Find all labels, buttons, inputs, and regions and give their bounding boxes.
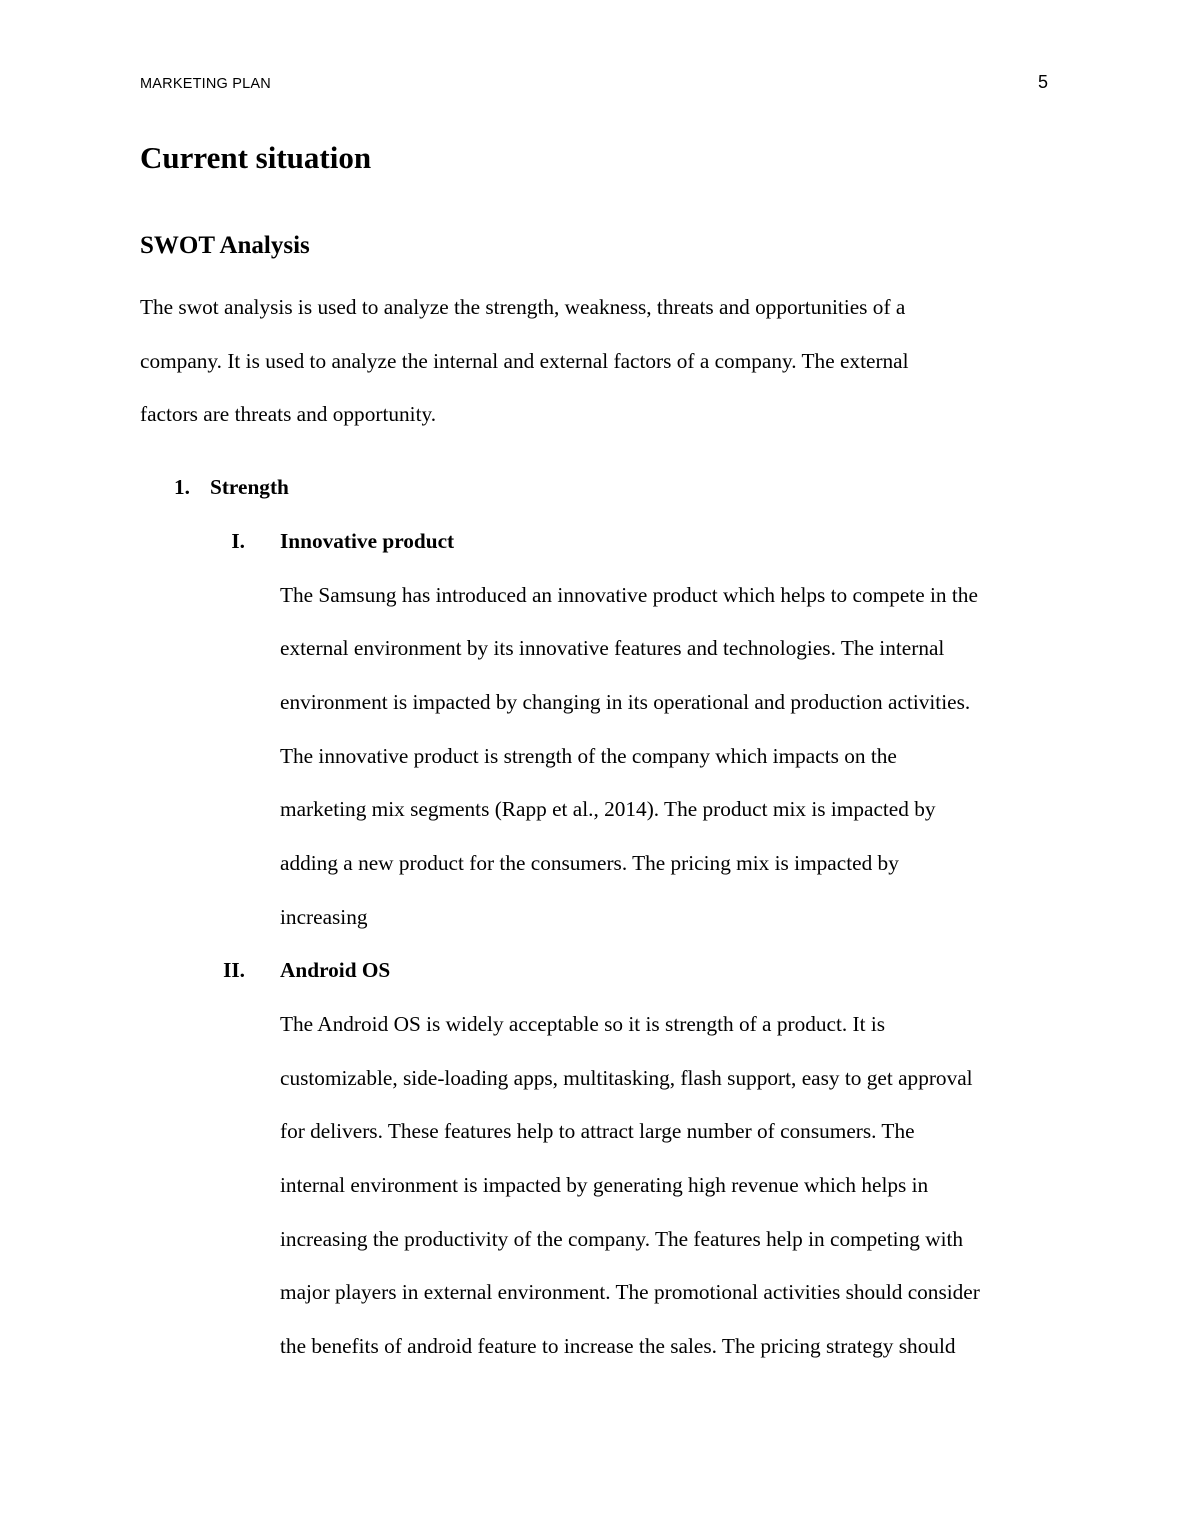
paragraph-line: The innovative product is strength of the company which impacts on the	[280, 744, 897, 768]
running-head: MARKETING PLAN	[140, 76, 271, 92]
intro-line: factors are threats and opportunity.	[140, 402, 437, 426]
list-number: 1.	[174, 475, 190, 499]
paragraph-line: adding a new product for the consumers. The pricing mix is impacted by	[280, 851, 899, 875]
page-number: 5	[1038, 72, 1049, 92]
paragraph-line: major players in external environment. The promotional activities should consider	[280, 1280, 980, 1304]
subitem-title: Android OS	[280, 958, 391, 982]
paragraph-line: the benefits of android feature to increase the sales. The pricing strategy should	[280, 1334, 956, 1358]
intro-line: The swot analysis is used to analyze the strength, weakness, threats and opportunities of a	[140, 295, 906, 319]
paragraph-line: customizable, side-loading apps, multitasking, flash support, easy to get approval	[280, 1066, 973, 1090]
paragraph-line: for delivers. These features help to attract large number of consumers. The	[280, 1119, 915, 1143]
roman-numeral: I.	[231, 529, 245, 553]
subitem-title: Innovative product	[280, 529, 455, 553]
paragraph-line: increasing	[280, 905, 368, 929]
paragraph-line: marketing mix segments (Rapp et al., 2014). The product mix is impacted by	[280, 797, 936, 821]
paragraph-line: environment is impacted by changing in its operational and production activities.	[280, 690, 971, 714]
paragraph-line: The Samsung has introduced an innovative product which helps to compete in the	[280, 583, 978, 607]
paragraph-line: The Android OS is widely acceptable so it is strength of a product. It is	[280, 1012, 886, 1036]
intro-line: company. It is used to analyze the internal and external factors of a company. The external	[140, 349, 909, 373]
list-label: Strength	[210, 475, 289, 499]
paragraph-line: increasing the productivity of the company. The features help in competing with	[280, 1227, 964, 1251]
paragraph-line: external environment by its innovative features and technologies. The internal	[280, 636, 945, 660]
section-heading: Current situation	[140, 140, 372, 175]
paragraph-line: internal environment is impacted by generating high revenue which helps in	[280, 1173, 929, 1197]
roman-numeral: II.	[223, 958, 245, 982]
subsection-heading: SWOT Analysis	[140, 232, 310, 259]
